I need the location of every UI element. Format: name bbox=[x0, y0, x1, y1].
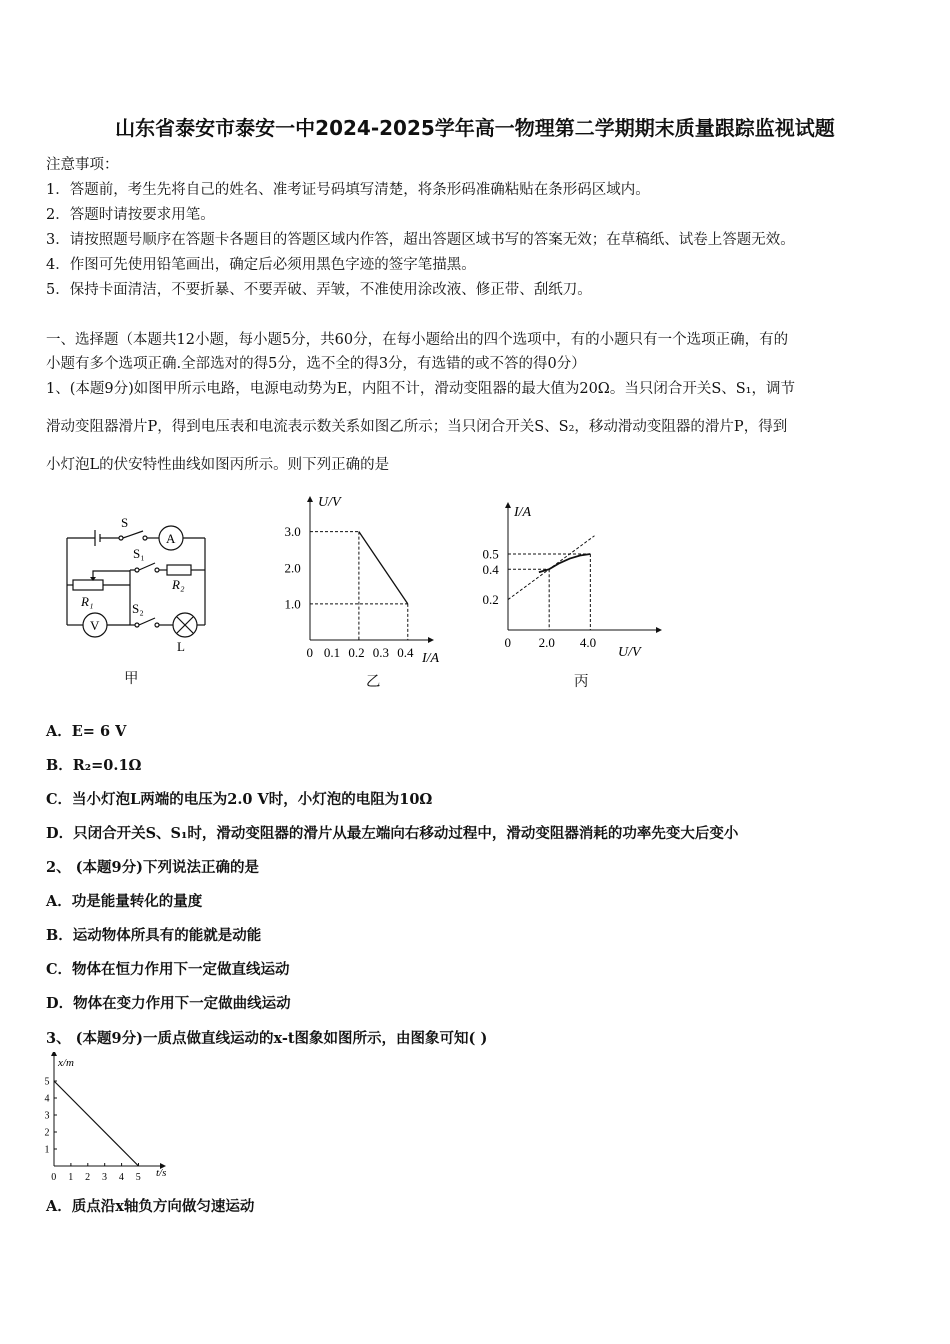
series-line bbox=[54, 1081, 138, 1166]
switch-s-blade bbox=[123, 531, 143, 538]
y-axis-arrow bbox=[505, 502, 511, 508]
q1-option-a: A．E= 6 V bbox=[46, 723, 127, 740]
switch-s-contact bbox=[119, 536, 123, 540]
x-tick-label: 2.0 bbox=[538, 635, 555, 650]
label-r2: R₂ bbox=[172, 577, 185, 592]
x-tick-label: 1 bbox=[68, 1172, 74, 1182]
x-tick-label: 0.3 bbox=[372, 645, 390, 660]
label-r1: R₁ bbox=[81, 594, 94, 609]
x-tick-label: 0 bbox=[306, 645, 313, 660]
notice-item: 1．答题前，考生先将自己的姓名、准考证号码填写清楚，将条形码准确粘贴在条形码区域内。 bbox=[46, 182, 650, 198]
q2-option-b: B．运动物体所具有的能就是动能 bbox=[46, 927, 262, 944]
y-axis-label: U/V bbox=[318, 495, 341, 510]
x-axis-arrow bbox=[428, 637, 434, 643]
y-axis-arrow bbox=[307, 496, 313, 502]
y-axis-arrow bbox=[51, 1052, 57, 1056]
y-tick-label: 0.2 bbox=[482, 592, 499, 608]
x-tick-label: 3 bbox=[101, 1172, 107, 1182]
q2-option-c: C．物体在恒力作用下一定做直线运动 bbox=[46, 961, 290, 978]
resistor-r2 bbox=[167, 565, 191, 575]
y-tick-label: 0.4 bbox=[482, 561, 499, 577]
x-tick-label: 2 bbox=[85, 1172, 91, 1182]
section-instructions: 小题有多个选项正确.全部选对的得5分，选不全的得3分，有选错的或不答的得0分） bbox=[46, 356, 586, 372]
x-axis-label: t/s bbox=[156, 1167, 167, 1179]
x-tick-label: 5 bbox=[135, 1172, 141, 1182]
y-tick-label: 1 bbox=[44, 1144, 50, 1156]
x-tick-label: 0.2 bbox=[348, 645, 365, 660]
y-tick-label: 4 bbox=[44, 1093, 50, 1105]
x-tick-label: 4.0 bbox=[579, 635, 597, 650]
circuit-diagram bbox=[55, 505, 225, 655]
q1-stem: 1、(本题9分)如图甲所示电路，电源电动势为E，内阻不计，滑动变阻器的最大值为20Ω。当只闭合开关S、S₁，调节 bbox=[46, 381, 795, 397]
x-axis-label: I/A bbox=[422, 651, 440, 666]
q1-option-c: C．当小灯泡L两端的电压为2.0 V时，小灯泡的电阻为10Ω bbox=[46, 791, 433, 808]
notice-item: 3．请按照题号顺序在答题卡各题目的答题区域内作答，超出答题区域书写的答案无效；在草稿纸、试卷上答题无效。 bbox=[46, 232, 795, 248]
q2-stem: 2、 (本题9分)下列说法正确的是 bbox=[46, 859, 259, 876]
chart-xt bbox=[40, 1052, 175, 1182]
notice-item: 5．保持卡面清洁，不要折暴、不要弄破、弄皱，不准使用涂改液、修正带、刮纸刀。 bbox=[46, 282, 592, 298]
notice-heading: 注意事项： bbox=[46, 157, 119, 173]
switch-s2-blade bbox=[139, 618, 155, 625]
label-s2: S₂ bbox=[132, 601, 144, 616]
label-lamp: L bbox=[177, 639, 185, 654]
x-axis-label: U/V bbox=[618, 645, 641, 660]
iv-curve bbox=[539, 554, 590, 572]
x-axis-arrow bbox=[656, 627, 662, 633]
q2-option-a: A．功是能量转化的量度 bbox=[46, 893, 203, 910]
q1-stem: 小灯泡L的伏安特性曲线如图丙所示。则下列正确的是 bbox=[46, 457, 390, 473]
label-s: S bbox=[121, 515, 129, 530]
q2-option-d: D．物体在变力作用下一定做曲线运动 bbox=[46, 995, 291, 1012]
series-line bbox=[359, 532, 408, 604]
y-axis-label: I/A bbox=[514, 505, 532, 520]
label-s1: S₁ bbox=[133, 546, 145, 561]
x-tick-label: 0 bbox=[504, 635, 511, 650]
y-tick-label: 3.0 bbox=[284, 524, 301, 540]
chart-yi bbox=[280, 490, 450, 668]
y-tick-label: 0.5 bbox=[482, 546, 499, 562]
section-instructions: 一、选择题（本题共12小题，每小题5分，共60分，在每小题给出的四个选项中，有的小题只有一个选项正确，有的 bbox=[46, 332, 789, 348]
y-tick-label: 2 bbox=[44, 1127, 50, 1139]
chart-bing bbox=[478, 498, 668, 663]
q1-option-d: D．只闭合开关S、S₁时，滑动变阻器的滑片从最左端向右移动过程中，滑动变阻器消耗的功率先变大后变小 bbox=[46, 825, 739, 842]
q1-option-b: B．R₂=0.1Ω bbox=[46, 757, 142, 774]
notice-item: 4．作图可先使用铅笔画出，确定后必须用黑色字迹的签字笔描黑。 bbox=[46, 257, 476, 273]
x-tick-label: 0.4 bbox=[397, 645, 414, 660]
notice-item: 2．答题时请按要求用笔。 bbox=[46, 207, 215, 223]
q3-option-a: A．质点沿x轴负方向做匀速运动 bbox=[46, 1198, 255, 1215]
x-tick-label: 0.1 bbox=[323, 645, 341, 660]
x-tick-label: 0 bbox=[51, 1172, 57, 1182]
caption-jia: 甲 bbox=[124, 671, 139, 687]
label-ammeter: A bbox=[166, 531, 176, 546]
y-tick-label: 2.0 bbox=[284, 560, 301, 576]
y-axis-label: x/m bbox=[58, 1057, 74, 1069]
caption-bing: 丙 bbox=[574, 674, 589, 690]
x-tick-label: 4 bbox=[118, 1172, 124, 1182]
q1-stem: 滑动变阻器滑片P，得到电压表和电流表示数关系如图乙所示；当只闭合开关S、S₂，移动滑动变阻器的滑片P，得到 bbox=[46, 419, 788, 435]
label-voltmeter: V bbox=[90, 618, 100, 633]
caption-yi: 乙 bbox=[366, 674, 381, 690]
q3-stem: 3、 (本题9分)一质点做直线运动的x-t图象如图所示，由图象可知( ) bbox=[46, 1030, 488, 1047]
y-tick-label: 1.0 bbox=[284, 596, 301, 612]
switch-s1-blade bbox=[139, 563, 155, 570]
y-tick-label: 3 bbox=[44, 1110, 50, 1122]
rheostat-r1 bbox=[73, 580, 103, 590]
page-title: 山东省泰安市泰安一中2024-2025学年高一物理第二学期期末质量跟踪监视试题 bbox=[115, 116, 835, 140]
y-tick-label: 5 bbox=[44, 1076, 50, 1088]
